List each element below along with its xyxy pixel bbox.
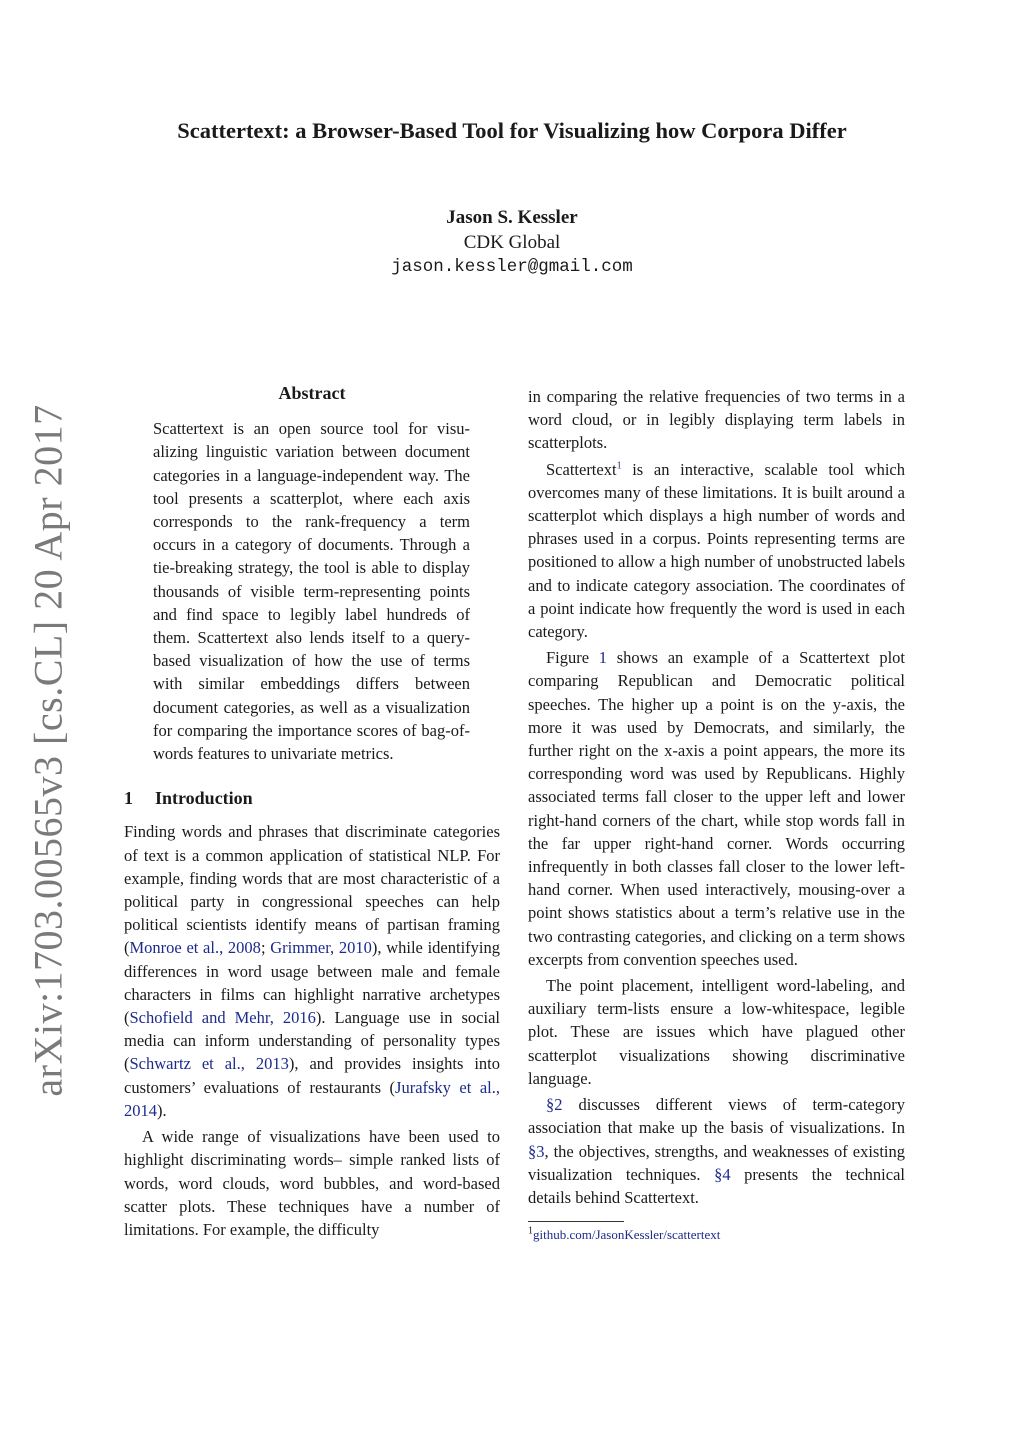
abstract-text: Scattertext is an open source tool for visualizing linguistic variation between document categories in a language-independent way. The tool presents a scatterplot, where each axis corresponds to the rank-frequency a term occurs in a category of documents. Through a tie-breaking strategy, the tool is able to display thousands of visible term-representing points and find space to legibly label hundreds of them. Scattertext also lends itself to a query-based visualization of how the use of terms with similar embeddings differs between document categories, as well as a visualization for comparing the importance scores of bag-of-words features to univariate metrics. [153,419,470,764]
text-run: ). Language use in social media can inform understanding of personality types ( [124,1008,501,1074]
section-4-reference[interactable]: §4 [714,1164,731,1184]
intro-paragraph-5: The point placement, intelligent word-labeling, and auxiliary term-lists ensure a low-whitespace, legible plot. These are issues which have plagued other scatterplot visualizations showing discriminative language. [528,976,905,1088]
author-block [0,205,1024,280]
text-run: is an interactive, scalable tool which overcomes many of these limitations. It is built around a scatterplot which displays a high number of words and phrases used in a corpus. Points representing terms are positioned to allow a high number of unobstructed labels and to indicate category association. The coordinates of a point indicate how frequently the word is used in each category. [528,459,905,642]
text-run: Scattertext [546,459,617,479]
text-run: Figure [546,648,599,668]
text-run: shows an example of a Scattertext plot comparing Republican and Democratic political speeches. The higher up a point is on the y-axis, the more it was used by Democrats, and similarly, the further right on the x-axis a point appears, the more its corresponding word was used by Republicans. Highly associated terms fall closer to the upper left and lower right-hand corners of the chart, while stop words fall in the far upper right-hand corner. Words occurring infrequently in both classes fall closer to the lower left-hand corner. When used interactively, mousing-over a point shows statistics about a term’s relative use in the two contrasting categories, and clicking on a term shows excerpts from convention speeches used. [528,648,905,969]
figure-1-reference[interactable]: 1 [598,648,608,668]
citation-schofield-mehr-2016[interactable]: Schofield and Mehr, 2016 [129,1008,316,1028]
intro-paragraph-1 [124,820,500,1122]
text-run: ), and provides insights into customers’ evaluations of restaurants ( [124,1054,500,1097]
intro-paragraph-3 [528,458,905,644]
section-title: Introduction [155,788,253,809]
left-column [124,382,500,1241]
citation-jurafsky-2014[interactable]: Jurafsky et al., 2014 [124,1077,500,1120]
text-run: Finding words and phrases that discriminate categories of text is a common application of statistical NLP. For example, finding words that are most characteristic of a political party in congressional speeches can help political scientists identify means of partisan framing ( [124,822,500,958]
text-run: ). [157,1100,167,1120]
paper-title: Scattertext: a Browser-Based Tool for Visualizing how Corpora Differ [177,118,847,143]
footnote-divider [528,1221,624,1222]
text-run: , the objectives, strengths, and weaknesses of existing visualization techniques. [528,1141,905,1184]
intro-paragraph-6 [528,1093,905,1209]
intro-paragraph-4 [528,646,905,971]
footnote-github-link[interactable]: github.com/JasonKessler/scattertext [533,1227,721,1243]
text-run: ; [260,938,271,958]
section-3-reference[interactable]: §3 [528,1141,545,1161]
text-run: discusses different views of term-category association that make up the basis of visualizations. In [528,1095,905,1138]
footnote-number: 1 [528,1225,533,1237]
section-number: 1 [124,788,133,809]
section-heading-introduction [124,787,500,810]
footnote-marker-1[interactable]: 1 [616,460,622,472]
abstract-heading: Abstract [278,383,346,403]
footnote-1 [528,1226,905,1243]
text-run: presents the technical details behind Scattertext. [528,1164,905,1207]
citation-schwartz-2013[interactable]: Schwartz et al., 2013 [129,1054,289,1074]
author-affiliation: CDK Global [463,232,561,253]
citation-monroe-2008[interactable]: Monroe et al., 2008 [129,938,261,958]
text-run: ), while identifying differences in word usage between male and female characters in films can highlight narrative archetypes ( [124,938,500,1028]
section-2-reference[interactable]: §2 [546,1095,563,1115]
citation-grimmer-2010[interactable]: Grimmer, 2010 [270,938,372,958]
author-email[interactable]: jason.kessler@gmail.com [391,257,633,277]
author-name: Jason S. Kessler [446,207,578,228]
intro-paragraph-2: A wide range of visualizations have been used to highlight discriminating words– simple ranked lists of words, word clouds, word bubbles, and word-based scatter plots. These techniques have a number of limitations. For example, the difficulty [124,1127,500,1239]
arxiv-identifier-stamp [25,403,71,1097]
intro-paragraph-2-continued: in comparing the relative frequencies of two terms in a word cloud, or in legibly displaying term labels in scatterplots. [528,387,905,453]
arxiv-id-text: arXiv:1703.00565v3 [cs.CL] 20 Apr 2017 [25,403,71,1097]
right-column [528,385,905,1243]
